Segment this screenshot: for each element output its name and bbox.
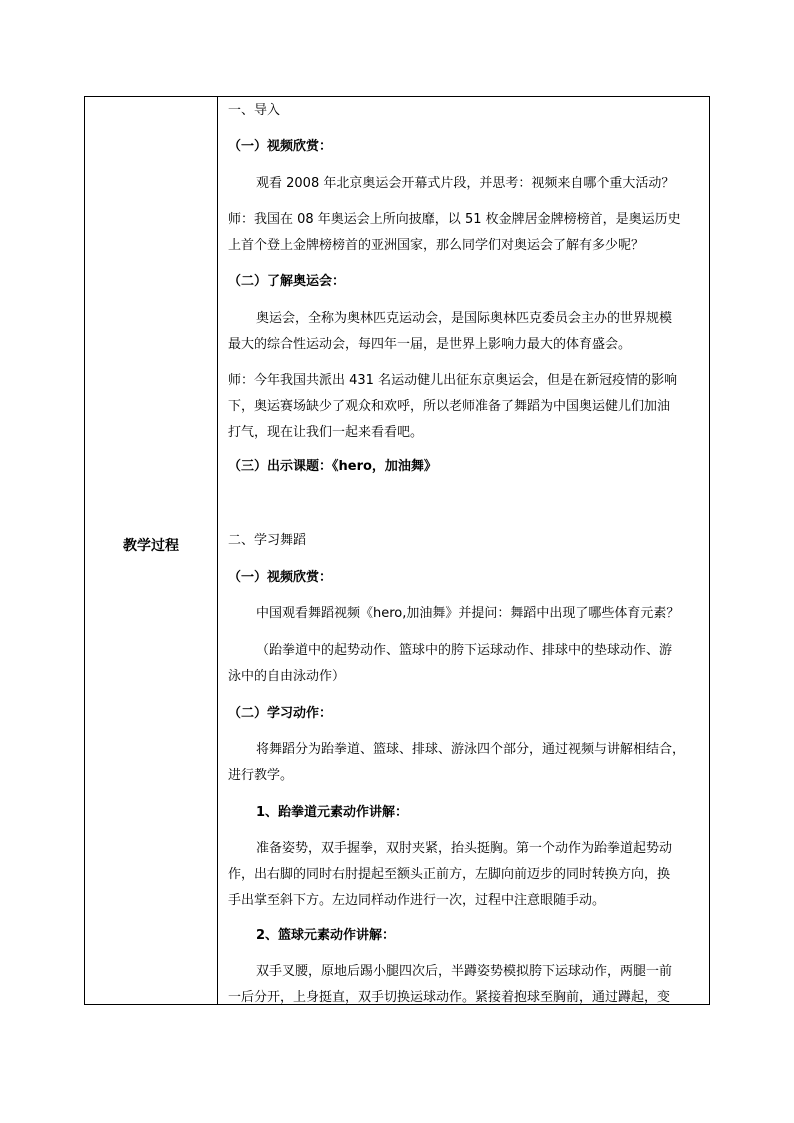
section-2-2-1-line-3: 手出掌至斜下方。左边同样动作进行一次，过程中注意眼随手动。: [228, 893, 606, 908]
section-1-1-teacher-line-1: 师：我国在 08 年奥运会上所向披靡，以 51 枚金牌居金牌榜榜首，是奥运历史: [228, 212, 681, 227]
content-cell: [218, 97, 709, 1004]
section-2-title: 二、学习舞蹈: [228, 533, 307, 548]
section-2-1-answer-line-1: （跆拳道中的起势动作、篮球中的胯下运球动作、排球中的垫球动作、游: [256, 643, 673, 658]
section-1-2-teacher-line-2: 下，奥运赛场缺少了观众和欢呼，所以老师准备了舞蹈为中国奥运健儿们加油: [228, 399, 671, 414]
section-1-1-text: 观看 2008 年北京奥运会开幕式片段，并思考：视频来自哪个重大活动？: [256, 176, 675, 191]
teaching-process-label: 教学过程: [123, 538, 179, 554]
section-1-title: 一、导入: [228, 103, 281, 118]
section-1-2-teacher-line-1: 师：今年我国共派出 431 名运动健儿出征东京奥运会，但是在新冠疫情的影响: [228, 373, 678, 388]
lesson-table: [84, 96, 710, 1005]
section-2-1-text: 中国观看舞蹈视频《hero,加油舞》并提问：舞蹈中出现了哪些体育元素？: [256, 606, 680, 621]
section-2-1-heading: （一）视频欣赏：: [228, 570, 333, 585]
section-2-2-2-line-1: 双手叉腰，原地后踢小腿四次后，半蹲姿势模拟胯下运球动作，两腿一前: [256, 964, 673, 979]
section-2-2-text-line-1: 将舞蹈分为跆拳道、篮球、排球、游泳四个部分，通过视频与讲解相结合，: [256, 742, 686, 757]
section-2-2-1-heading: 1、跆拳道元素动作讲解：: [256, 805, 409, 820]
section-1-3-heading: （三）出示课题：《hero，加油舞》: [228, 459, 437, 474]
section-1-2-heading: （二）了解奥运会：: [228, 274, 346, 289]
section-1-2-text-line-1: 奥运会，全称为奥林匹克运动会，是国际奥林匹克委员会主办的世界规模: [256, 311, 673, 326]
section-1-1-teacher-line-2: 上首个登上金牌榜榜首的亚洲国家，那么同学们对奥运会了解有多少呢？: [228, 238, 645, 253]
section-2-2-1-line-1: 准备姿势，双手握拳，双肘夹紧，抬头挺胸。第一个动作为跆拳道起势动: [256, 841, 673, 856]
section-1-2-text-line-2: 最大的综合性运动会，每四年一届，是世界上影响力最大的体育盛会。: [228, 337, 632, 352]
section-2-2-2-line-2: 一后分开，上身挺直，双手切换运球动作。紧接着抱球至胸前，通过蹲起，变: [228, 990, 671, 1004]
section-2-2-heading: （二）学习动作：: [228, 706, 333, 721]
section-2-2-2-heading: 2、篮球元素动作讲解：: [256, 928, 396, 943]
section-1-1-heading: （一）视频欣赏：: [228, 139, 333, 154]
section-1-2-teacher-line-3: 打气，现在让我们一起来看看吧。: [228, 425, 424, 440]
section-2-2-1-line-2: 作，出右脚的同时右肘提起至额头正前方，左脚向前迈步的同时转换方向，换: [228, 867, 671, 882]
section-2-1-answer-line-2: 泳中的自由泳动作）: [228, 669, 346, 684]
section-2-2-text-line-2: 进行教学。: [228, 768, 294, 783]
